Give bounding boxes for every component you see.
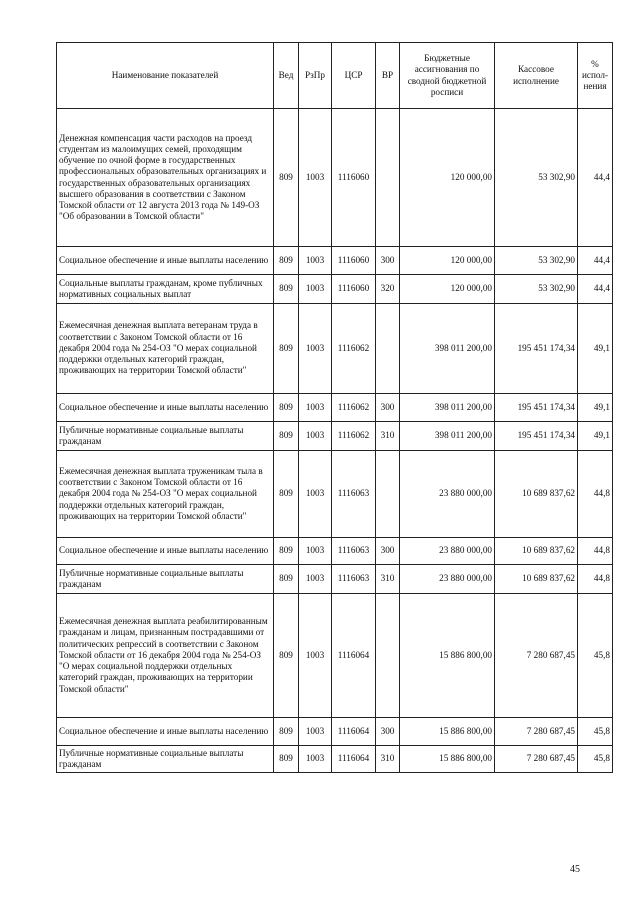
cell-rzpr: 1003: [299, 422, 332, 451]
header-assignments: Бюджетные ассигнования по сводной бюджетной росписи: [400, 43, 495, 109]
table-row: [57, 394, 613, 422]
cell-assignments: 23 880 000,00: [400, 451, 495, 538]
cell-ved: 809: [274, 565, 299, 594]
cell-csr: 1116064: [332, 594, 376, 718]
cell-name: Ежемесячная денежная выплата реабилитированным гражданам и лицам, признанным пострадавшими от политических репрессий в соответствии с Законом Томской области от 16 декабря 2004 года № 254-ОЗ "О мерах социальной поддержки отдельных категорий граждан, проживающих на территории Томской области": [57, 594, 274, 718]
cell-assignments: 23 880 000,00: [400, 565, 495, 594]
cell-csr: 1116064: [332, 718, 376, 746]
cell-rzpr: 1003: [299, 718, 332, 746]
cell-assignments: 120 000,00: [400, 247, 495, 275]
cell-cash: 7 280 687,45: [495, 746, 578, 773]
cell-rzpr: 1003: [299, 394, 332, 422]
table-row: [57, 746, 613, 773]
cell-percent: 44,8: [578, 538, 613, 565]
cell-csr: 1116064: [332, 746, 376, 773]
cell-csr: 1116060: [332, 247, 376, 275]
cell-rzpr: 1003: [299, 538, 332, 565]
cell-percent: 49,1: [578, 394, 613, 422]
header-row: [57, 43, 613, 109]
cell-percent: 45,8: [578, 718, 613, 746]
cell-assignments: 15 886 800,00: [400, 718, 495, 746]
cell-rzpr: 1003: [299, 594, 332, 718]
cell-vr: [376, 304, 400, 394]
cell-vr: 300: [376, 394, 400, 422]
cell-assignments: 398 011 200,00: [400, 422, 495, 451]
table-row: [57, 275, 613, 304]
header-percent: % испол-нения: [578, 43, 613, 109]
cell-percent: 45,8: [578, 746, 613, 773]
cell-rzpr: 1003: [299, 451, 332, 538]
cell-percent: 44,8: [578, 451, 613, 538]
cell-rzpr: 1003: [299, 275, 332, 304]
cell-percent: 44,4: [578, 109, 613, 247]
cell-vr: [376, 451, 400, 538]
cell-ved: 809: [274, 451, 299, 538]
cell-vr: 300: [376, 247, 400, 275]
cell-assignments: 15 886 800,00: [400, 594, 495, 718]
header-csr: ЦСР: [332, 43, 376, 109]
cell-cash: 53 302,90: [495, 109, 578, 247]
cell-ved: 809: [274, 594, 299, 718]
table-row: [57, 538, 613, 565]
cell-name: Денежная компенсация части расходов на проезд студентам из малоимущих семей, проходящим обучение по очной форме в государственных профессиональных образовательных организациях и государственных образовательных организациях высшего образования в соответствии с Законом Томской области от 12 августа 2013 года № 149-ОЗ "Об образовании в Томской области": [57, 109, 274, 247]
cell-name: Социальные выплаты гражданам, кроме публичных нормативных социальных выплат: [57, 275, 274, 304]
table-row: [57, 451, 613, 538]
table-row: [57, 594, 613, 718]
cell-cash: 10 689 837,62: [495, 565, 578, 594]
cell-assignments: 15 886 800,00: [400, 746, 495, 773]
cell-percent: 49,1: [578, 422, 613, 451]
cell-name: Ежемесячная денежная выплата ветеранам труда в соответствии с Законом Томской области от 16 декабря 2004 года № 254-ОЗ "О мерах социальной поддержки отдельных категорий граждан, проживающих на территории Томской области": [57, 304, 274, 394]
cell-vr: [376, 594, 400, 718]
cell-name: Ежемесячная денежная выплата труженикам тыла в соответствии с Законом Томской области от 16 декабря 2004 года № 254-ОЗ "О мерах социальной поддержки отдельных категорий граждан, проживающих на территории Томской области": [57, 451, 274, 538]
cell-vr: [376, 109, 400, 247]
cell-ved: 809: [274, 275, 299, 304]
cell-csr: 1116060: [332, 275, 376, 304]
table-row: [57, 109, 613, 247]
cell-name: Публичные нормативные социальные выплаты гражданам: [57, 565, 274, 594]
cell-assignments: 398 011 200,00: [400, 394, 495, 422]
cell-name: Публичные нормативные социальные выплаты гражданам: [57, 746, 274, 773]
header-vr: ВР: [376, 43, 400, 109]
cell-vr: 300: [376, 538, 400, 565]
header-rzpr: РзПр: [299, 43, 332, 109]
cell-rzpr: 1003: [299, 565, 332, 594]
cell-csr: 1116063: [332, 565, 376, 594]
cell-cash: 53 302,90: [495, 275, 578, 304]
cell-assignments: 23 880 000,00: [400, 538, 495, 565]
cell-percent: 44,8: [578, 565, 613, 594]
cell-assignments: 398 011 200,00: [400, 304, 495, 394]
cell-csr: 1116060: [332, 109, 376, 247]
cell-csr: 1116063: [332, 538, 376, 565]
cell-ved: 809: [274, 109, 299, 247]
cell-ved: 809: [274, 304, 299, 394]
header-cash: Кассовое исполнение: [495, 43, 578, 109]
cell-vr: 320: [376, 275, 400, 304]
cell-vr: 310: [376, 746, 400, 773]
cell-ved: 809: [274, 718, 299, 746]
header-name: Наименование показателей: [57, 43, 274, 109]
cell-rzpr: 1003: [299, 247, 332, 275]
cell-name: Публичные нормативные социальные выплаты гражданам: [57, 422, 274, 451]
table-body: [57, 109, 613, 773]
cell-ved: 809: [274, 422, 299, 451]
header-ved: Вед: [274, 43, 299, 109]
cell-name: Социальное обеспечение и иные выплаты населению: [57, 538, 274, 565]
cell-csr: 1116063: [332, 451, 376, 538]
cell-csr: 1116062: [332, 422, 376, 451]
cell-rzpr: 1003: [299, 109, 332, 247]
cell-cash: 10 689 837,62: [495, 451, 578, 538]
table-row: [57, 247, 613, 275]
cell-vr: 300: [376, 718, 400, 746]
table-row: [57, 304, 613, 394]
cell-percent: 49,1: [578, 304, 613, 394]
cell-assignments: 120 000,00: [400, 109, 495, 247]
cell-ved: 809: [274, 746, 299, 773]
budget-table: [56, 42, 613, 773]
cell-cash: 7 280 687,45: [495, 594, 578, 718]
cell-cash: 195 451 174,34: [495, 422, 578, 451]
cell-percent: 45,8: [578, 594, 613, 718]
cell-assignments: 120 000,00: [400, 275, 495, 304]
cell-vr: 310: [376, 422, 400, 451]
cell-percent: 44,4: [578, 275, 613, 304]
cell-name: Социальное обеспечение и иные выплаты населению: [57, 247, 274, 275]
cell-cash: 195 451 174,34: [495, 394, 578, 422]
table-row: [57, 422, 613, 451]
table-row: [57, 565, 613, 594]
table-row: [57, 718, 613, 746]
cell-rzpr: 1003: [299, 746, 332, 773]
cell-percent: 44,4: [578, 247, 613, 275]
cell-ved: 809: [274, 247, 299, 275]
cell-cash: 195 451 174,34: [495, 304, 578, 394]
cell-cash: 10 689 837,62: [495, 538, 578, 565]
page-number: 45: [570, 864, 580, 875]
cell-cash: 7 280 687,45: [495, 718, 578, 746]
cell-name: Социальное обеспечение и иные выплаты населению: [57, 718, 274, 746]
cell-rzpr: 1003: [299, 304, 332, 394]
cell-name: Социальное обеспечение и иные выплаты населению: [57, 394, 274, 422]
cell-vr: 310: [376, 565, 400, 594]
cell-csr: 1116062: [332, 304, 376, 394]
cell-csr: 1116062: [332, 394, 376, 422]
cell-cash: 53 302,90: [495, 247, 578, 275]
cell-ved: 809: [274, 394, 299, 422]
cell-ved: 809: [274, 538, 299, 565]
